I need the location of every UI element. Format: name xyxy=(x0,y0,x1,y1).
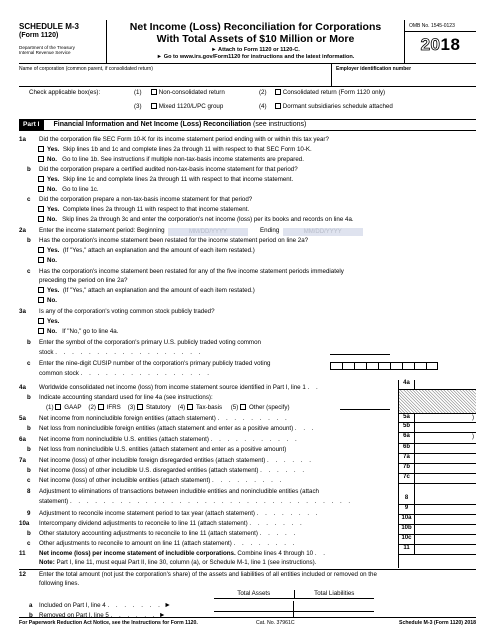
form-title-line2: With Total Assets of $10 Million or More xyxy=(156,33,355,46)
applicable-boxes-row: Check applicable box(es): (1) Non-consolidated return (2) Consolidated return (Form 1120 only) (3) Mixed 1120/L/PC group (4) Dormant subsidiaries schedule attached xyxy=(29,89,393,110)
accounting-standard-options: (1) GAAP (2) IFRS (3) Statutory (4) Tax-basis (5) Other (specify) xyxy=(46,404,290,411)
amount-8[interactable]: 8 xyxy=(399,484,476,505)
line-1b-yes: Yes. Skip line 1c and complete lines 2a through 11 with respect to that income statement. xyxy=(38,176,293,183)
line-3a-yes-checkbox[interactable] xyxy=(38,318,44,324)
amount-6b[interactable]: 6b xyxy=(399,444,476,454)
corporation-name-field[interactable]: Name of corporation (common parent, if consolidated return) xyxy=(19,66,153,72)
paperwork-notice: For Paperwork Reduction Act Notice, see the Instructions for Form 1120. xyxy=(19,620,198,626)
form-page: SCHEDULE M-3 (Form 1120) Department of the Treasury Internal Revenue Service Net Income (Loss) Reconciliation for Corporations With Total Assets of $10 Million or More ► Attach to Form 1120 or 1120-C. ► Go to www.irs.gov/Form1120 for instructions and the latest information. OMB No. 1545-0123 2018 Name of corporation (common parent, if consolidated return) Employer identification number Check applicable box(es): (1) Non-consolidated return (2) Consolidated return (Form 1120 only) (3) Mixed 1120/L/PC group (4) Dormant subsidiaries schedule attached Part I Financial Information and Net Income (Loss) Reconciliation (see instructions) 1a Did the corporation file SEC Form 10-K for its income statement period ending with or within this tax year? Yes. Skip lines 1b and 1c and complete lines 2a through 11 with respect to that SEC Form 10-K. No. Go to line 1b. See instructions if multiple non-tax-basis income statements are prepared. b Did the corporation prepare a certified audited non-tax-basis income statement for that period? Yes. Skip line 1c and complete lines 2a through 11 with respect to that income statement. No. Go to line 1c. c Did the corporation prepare a non-tax-basis income statement for that period? Yes. Complete lines 2a through 11 with respect to that income statement. No. Skip lines 2a through 3c and enter the corporation's net income (loss) per its books and records on line 4a. 2a Enter the income statement period: Beginning MM/DD/YYYY Ending MM/DD/YYYY b Has the corporation's income statement been restated for the income statement period on line 2a? Yes. (If "Yes," attach an explanation and the amount of each item restated.) No. c Has the corporation's income statement been restated for any of the five income statement periods immediately preceding the period on line 2a? Yes. (If "Yes," attach an explanation and the amount of each item restated.) No. 3a Is any of the corporation's voting common stock publicly traded? Yes. No. If "No," go to line 4a. b Enter the symbol of the corporation's primary U.S. publicly traded voting common stock . . . . . . . . . . . . . . . . . . c Enter the nine-digit CUSIP number of the corporation's primary publicly traded voting common stock . . . . . . . . . . . . . . . . 4a Worldwide consolidated net income (loss) from income statement source identified in Part I, line 1 . . b Indicate accounting standard used for line 4a (see instructions): (1) GAAP (2) IFRS (3) Statutory (4) Tax-basis (5) Other (specify) 5a Net income from nonincludible foreign entities (attach statement) . . . . . . . . . b Net loss from nonincludible foreign entities (attach statement and enter as a positive amount) . . . 6a Net income from nonincludible U.S. entities (attach statement) . . . . . . . . . . . b Net loss from nonincludible U.S. entities (attach statement and enter as a positive amount) 7a Net income (loss) of other includible foreign disregarded entities (attach statement) . . . . . . b Net income (loss) of other includible U.S. disregarded entities (attach statement) . . . . . . c Net income (loss) of other includible entities (attach statement) . . . . . . . . . 8 Adjustment to eliminations of transactions between includible entities and nonincludible entities (attach statement) . . . . . . . . . . . . . . . . . . . . . . . . . . . . . . . . . . 9 Adjustment to reconcile income statement period to tax year (attach statement) . . . . . . . . 10a Intercompany dividend adjustments to reconcile to line 11 (attach statement) . . . . . . . b Other statutory accounting adjustments to reconcile to line 11 (attach statement) . . . . . c Other adjustments to reconcile to amount on line 11 (attach statement) . . . . . . . . 11 Net income (loss) per income statement of includible corporations. Combine lines 4 through 10 . . Note: Part I, line 11, must equal Part II, line 30, column (a), or Schedule M-1, line 1 (see instructions). 4a 5a ) 5b 6a ) 6b 7a 7b 7c 8 9 10a 10b 10c 11 12 Enter the total amount (not just the corporation's share) of the assets and liabilities of all entities included or removed on the following lines. Total Assets Total Liabilities a Included on Part I, line 4 . . . . . . . ► b Removed on Part I, line 5 . . . . . . ► For Paperwork Reduction Act Notice, see the Instructions for Form 1120. Cat. No. 37961C Schedule M-3 (Form 1120) 2018 xyxy=(19,21,476,626)
line-1c-yes: Yes. Complete lines 2a through 11 with respect to that income statement. xyxy=(38,206,249,213)
tax-year: 2018 xyxy=(420,35,461,54)
line-1a-yes: Yes. Skip lines 1b and 1c and complete lines 2a through 11 with respect to that SEC Form 10-K. xyxy=(38,146,312,153)
shaded-area xyxy=(399,390,476,413)
amount-5b[interactable]: 5b xyxy=(399,423,476,433)
line-1c-no: No. Skip lines 2a through 3c and enter the corporation's net income (loss) per its books and records on line 4a. xyxy=(38,216,354,223)
schedule-name: SCHEDULE M-3 xyxy=(19,22,80,31)
part1-header xyxy=(19,119,476,131)
form-footer xyxy=(19,617,476,626)
line-3a-yes: Yes. xyxy=(38,318,59,325)
amount-10a[interactable]: 10a xyxy=(399,515,476,525)
other-standard-checkbox[interactable] xyxy=(240,404,246,410)
omb-number: OMB No. 1545-0123 xyxy=(405,20,476,32)
catalog-number: Cat. No. 37961C xyxy=(256,620,295,626)
cusip-number-input[interactable] xyxy=(330,362,438,370)
amount-5a[interactable]: 5a ) xyxy=(399,413,476,423)
part1-title: Financial Information and Net Income (Loss) Reconciliation (see instructions) xyxy=(53,120,307,128)
line-2c-no-checkbox[interactable] xyxy=(38,297,44,303)
form-title-line1: Net Income (Loss) Reconciliation for Corporations xyxy=(129,21,382,33)
form-number: (Form 1120) xyxy=(19,31,59,39)
gaap-checkbox[interactable] xyxy=(55,404,61,410)
period-ending-input[interactable]: MM/DD/YYYY xyxy=(283,228,363,236)
amount-11[interactable]: 11 xyxy=(399,545,476,555)
form-header xyxy=(19,20,476,64)
form-footer-id: Schedule M-3 (Form 1120) 2018 xyxy=(399,620,476,626)
ein-field[interactable]: Employer identification number xyxy=(331,64,476,86)
line-2b-yes: Yes. (If "Yes," attach an explanation and the amount of each item restated.) xyxy=(38,247,255,254)
line-3a-no-checkbox[interactable] xyxy=(38,328,44,334)
line-1b-yes-checkbox[interactable] xyxy=(38,176,44,182)
line-1b-no: No. Go to line 1c. xyxy=(38,186,99,193)
period-beginning-input[interactable]: MM/DD/YYYY xyxy=(168,228,248,236)
amount-10c[interactable]: 10c xyxy=(399,535,476,545)
stock-symbol-input[interactable] xyxy=(330,348,390,355)
amount-9[interactable]: 9 xyxy=(399,505,476,515)
amount-6a[interactable]: 6a ) xyxy=(399,433,476,444)
total-liabilities-header: Total Liabilities xyxy=(314,590,355,597)
line-2c-yes: Yes. (If "Yes," attach an explanation and the amount of each item restated.) xyxy=(38,287,255,294)
line-12-divider xyxy=(19,569,476,570)
applicable-boxes-label: Check applicable box(es): xyxy=(29,89,101,96)
consolidated-checkbox[interactable] xyxy=(275,89,281,95)
line-12a-liabilities-input[interactable] xyxy=(294,601,374,612)
statutory-checkbox[interactable] xyxy=(137,404,143,410)
line-1a-no: No. Go to line 1b. See instructions if multiple non-tax-basis income statements are prepared. xyxy=(38,156,304,163)
omb-year-block xyxy=(404,20,476,63)
line-2b-no: No. xyxy=(38,257,57,264)
form-id-block xyxy=(19,20,107,63)
consolidated-option: Consolidated return (Form 1120 only) xyxy=(275,89,385,96)
amount-7c[interactable]: 7c xyxy=(399,474,476,484)
other-standard-input[interactable] xyxy=(340,403,390,410)
line-1c-yes-checkbox[interactable] xyxy=(38,206,44,212)
line-3a-no: No. If "No," go to line 4a. xyxy=(38,328,118,335)
form-title-block xyxy=(107,20,404,63)
name-ein-row xyxy=(19,64,476,87)
amount-10b[interactable]: 10b xyxy=(399,525,476,535)
line-2c-yes-checkbox[interactable] xyxy=(38,287,44,293)
line-1b-no-checkbox[interactable] xyxy=(38,186,44,192)
attach-instruction: ► Attach to Form 1120 or 1120-C. xyxy=(211,47,300,54)
line-2b-no-checkbox[interactable] xyxy=(38,257,44,263)
department-label: Department of the Treasury Internal Revenue Service xyxy=(19,44,75,56)
amount-7a[interactable]: 7a xyxy=(399,454,476,464)
assets-liabilities-table xyxy=(214,590,374,599)
mixed-group-checkbox[interactable] xyxy=(151,103,157,109)
website-instruction: ► Go to www.irs.gov/Form1120 for instructions and the latest information. xyxy=(156,53,355,60)
line-1a-yes-checkbox[interactable] xyxy=(38,146,44,152)
dormant-subsidiaries-option: Dormant subsidiaries schedule attached xyxy=(275,103,393,110)
part1-label: Part I xyxy=(19,120,44,130)
ifrs-checkbox[interactable] xyxy=(98,404,104,410)
tax-basis-checkbox[interactable] xyxy=(187,404,193,410)
total-assets-header: Total Assets xyxy=(214,590,295,598)
line-12a-assets-input[interactable] xyxy=(214,601,294,612)
amount-7b[interactable]: 7b xyxy=(399,464,476,474)
dormant-subsidiaries-checkbox[interactable] xyxy=(275,103,281,109)
non-consolidated-checkbox[interactable] xyxy=(151,89,157,95)
line-2c-no: No. xyxy=(38,297,57,304)
line-1a-no-checkbox[interactable] xyxy=(38,156,44,162)
line-2b-yes-checkbox[interactable] xyxy=(38,247,44,253)
amount-column xyxy=(398,380,476,568)
non-consolidated-option: Non-consolidated return xyxy=(151,89,225,96)
line-1c-no-checkbox[interactable] xyxy=(38,216,44,222)
amount-4a[interactable]: 4a xyxy=(399,380,476,390)
mixed-group-option: Mixed 1120/L/PC group xyxy=(151,103,223,110)
